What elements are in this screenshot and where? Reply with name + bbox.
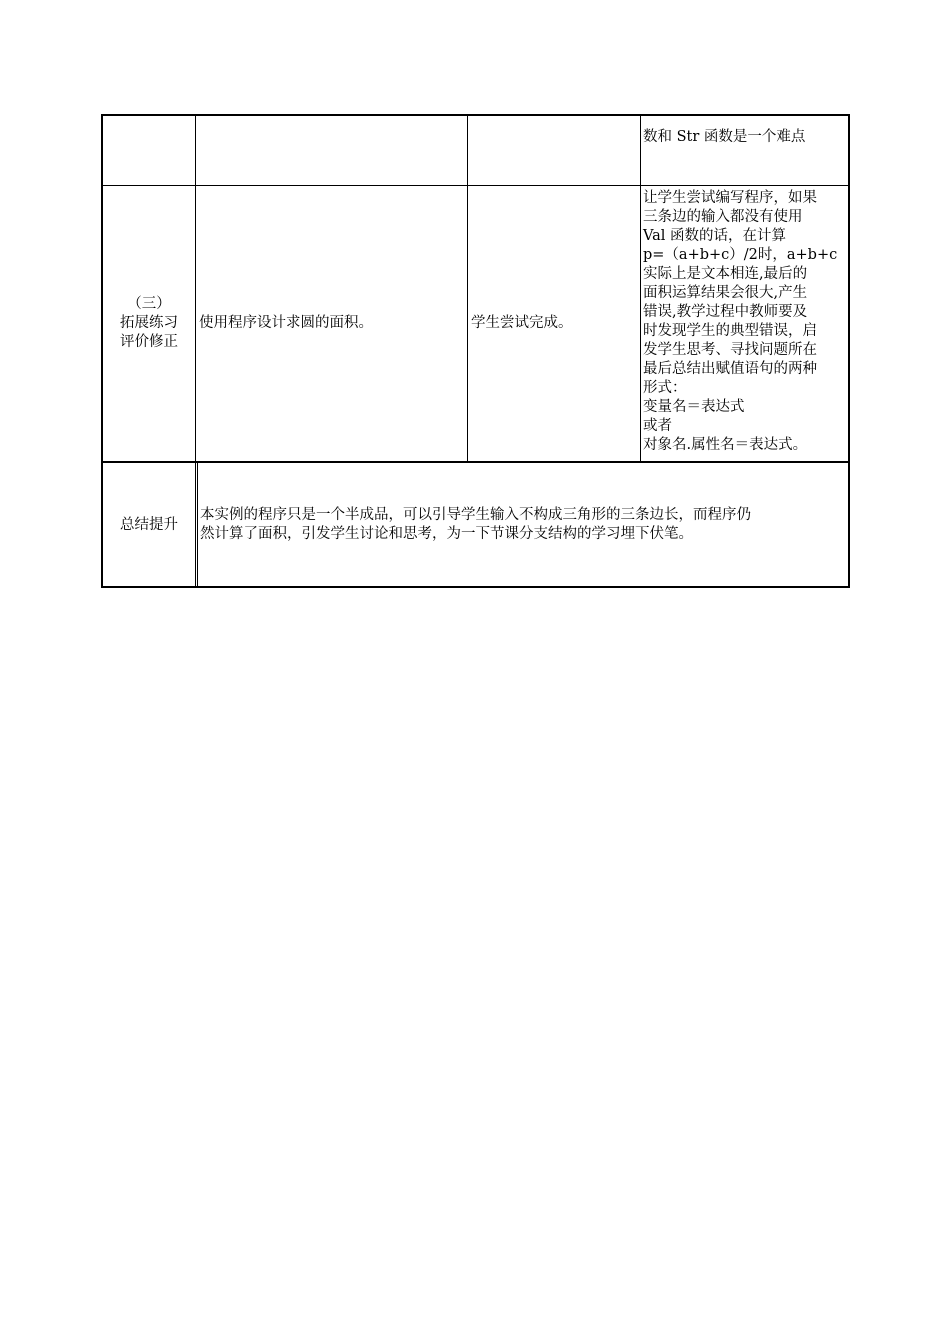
row3-stage-cell <box>103 463 195 588</box>
row1-student-cell <box>468 116 640 185</box>
row2-stage-line: 拓展练习 <box>120 315 178 331</box>
row2-teacher-text: 使用程序设计求圆的面积。 <box>199 315 373 331</box>
row3-summary-line: 本实例的程序只是一个半成品，可以引导学生输入不构成三角形的三条边长，而程序仍 <box>200 507 751 523</box>
row2-notes-line: 变量名＝表达式 <box>643 399 745 415</box>
row3-stage-text: 总结提升 <box>120 517 178 533</box>
row2-teacher-cell <box>196 186 467 461</box>
row2-notes-line: 对象名.属性名＝表达式。 <box>643 437 808 453</box>
row2-student-text: 学生尝试完成。 <box>471 315 573 331</box>
row2-stage-cell <box>103 186 195 461</box>
row2-notes-line: 最后总结出赋值语句的两种 <box>643 361 817 377</box>
row2-notes-line: 发学生思考、寻找问题所在 <box>643 342 817 358</box>
row2-notes-line: 让学生尝试编写程序，如果 <box>643 190 817 206</box>
row1-notes-cell <box>641 128 848 168</box>
row2-stage-text <box>120 295 178 352</box>
row2-notes-line: 时发现学生的典型错误，启 <box>643 323 817 339</box>
row2-stage-line: （三） <box>127 296 171 312</box>
row3-summary-line: 然计算了面积，引发学生讨论和思考，为一下节课分支结构的学习埋下伏笔。 <box>200 526 693 542</box>
row2-notes-line: p=（a+b+c）/2时，a+b+c <box>643 247 838 263</box>
row2-notes-line: 或者 <box>643 418 672 434</box>
row1-notes-text: 数和 Str 函数是一个难点 <box>643 129 806 145</box>
lesson-plan-table <box>101 114 850 588</box>
row1-teacher-cell <box>196 116 467 185</box>
row2-notes-line: 三条边的输入都没有使用 <box>643 209 803 225</box>
row1-stage-cell <box>103 116 195 185</box>
row2-stage-line: 评价修正 <box>120 334 178 350</box>
row2-notes-line: 错误,教学过程中教师要及 <box>643 304 808 320</box>
row2-notes-line: 形式： <box>643 380 687 396</box>
row-divider-2 <box>103 461 848 463</box>
row2-notes-line: 实际上是文本相连,最后的 <box>643 266 808 282</box>
row2-notes-cell <box>641 189 848 461</box>
row2-student-cell <box>468 186 640 461</box>
row2-notes-line: 面积运算结果会很大,产生 <box>643 285 808 301</box>
row3-summary-cell <box>198 506 848 566</box>
row2-notes-line: Val 函数的话，在计算 <box>643 228 787 244</box>
